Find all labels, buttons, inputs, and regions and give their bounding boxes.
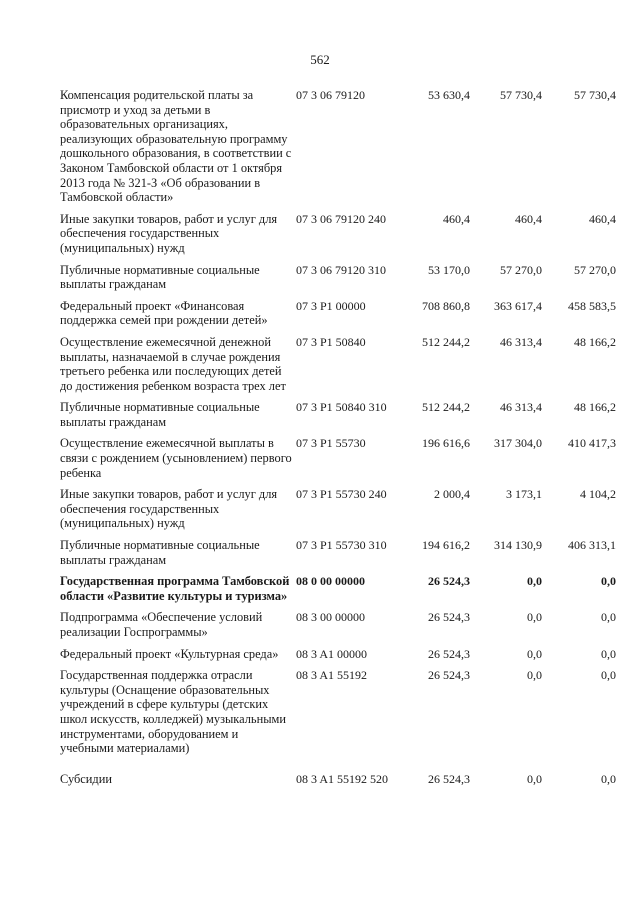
row-value-year2: 0,0 [527,574,542,589]
row-value-year2: 317 304,0 [494,436,542,451]
row-name: Федеральный проект «Финансовая поддержка семей при рождении детей» [60,298,268,328]
row-value-year3: 57 730,4 [574,88,616,102]
row-value-year3: 0,0 [601,668,616,683]
budget-table [60,88,620,790]
row-value-year3: 410 417,3 [568,436,616,451]
row-name: Подпрограмма «Обеспечение условий реализации Госпрограммы» [60,610,263,639]
table-row [60,400,620,429]
row-code: 07 3 P1 50840 310 [296,400,387,415]
row-value-year3: 406 313,1 [568,538,616,553]
row-value-year2: 57 730,4 [500,88,542,102]
row-value-year2: 3 173,1 [506,487,542,502]
row-value-year2: 460,4 [515,211,542,226]
row-code: 07 3 06 79120 240 [296,211,386,226]
row-code: 08 3 A1 55192 [296,668,368,683]
row-name: Публичные нормативные социальные выплаты гражданам [60,262,260,292]
row-value-year2: 0,0 [527,668,542,683]
table-row [60,88,620,205]
row-value-year3: 48 166,2 [574,334,616,349]
row-value-year3: 0,0 [601,771,616,786]
table-row [60,574,620,603]
row-code: 07 3 P1 55730 [296,436,366,451]
row-value-year2: 0,0 [527,646,542,661]
row-code: 08 3 00 00000 [296,610,365,625]
table-row [60,263,620,292]
row-value-year1: 26 524,3 [428,668,470,683]
table-row [60,610,620,639]
row-name: Публичные нормативные социальные выплаты гражданам [60,538,260,567]
row-value-year1: 512 244,2 [422,400,470,415]
row-code: 07 3 P1 00000 [296,298,366,313]
row-name: Государственная программа Тамбовской области «Развитие культуры и туризма» [60,574,290,603]
table-row [60,299,620,328]
row-value-year2: 57 270,0 [500,262,542,277]
row-name: Осуществление ежемесячной денежной выплаты, назначаемой в случае рождения третьего ребенка или последующих детей до достижения ребенком возраста трех лет [60,334,286,393]
row-name: Субсидии [60,771,112,786]
row-value-year3: 4 104,2 [580,487,616,502]
row-value-year2: 46 313,4 [500,334,542,349]
row-code: 07 3 06 79120 310 [296,262,386,277]
row-value-year1: 53 630,4 [428,88,470,102]
row-value-year3: 48 166,2 [574,400,616,415]
table-row [60,335,620,393]
row-value-year2: 0,0 [527,771,542,786]
row-value-year2: 314 130,9 [494,538,542,553]
row-name: Компенсация родительской платы за присмотр и уход за детьми в образовательных организациях, реализующих образовательную программу дошкольного образования, в соответствии с Законом Тамбовской области от 1 октября 2013 года № 321-З «Об образовании в Тамбовской области» [60,88,292,205]
row-value-year1: 2 000,4 [434,487,470,502]
row-name: Иные закупки товаров, работ и услуг для обеспечения государственных (муниципальных) нужд [60,211,278,255]
table-row [60,436,620,480]
row-value-year1: 26 524,3 [428,646,470,661]
row-value-year1: 194 616,2 [422,538,470,553]
table-row [60,668,620,756]
row-code: 07 3 P1 50840 [296,334,366,349]
row-code: 08 3 A1 00000 [296,646,368,661]
row-value-year2: 46 313,4 [500,400,542,415]
table-row [60,487,620,531]
row-value-year1: 26 524,3 [428,610,470,625]
row-name: Федеральный проект «Культурная среда» [60,646,279,661]
row-value-year3: 0,0 [601,574,616,589]
row-name: Публичные нормативные социальные выплаты гражданам [60,400,260,429]
table-row [60,772,620,787]
row-code: 08 3 A1 55192 520 [296,771,389,786]
row-value-year1: 26 524,3 [428,771,470,786]
row-value-year3: 458 583,5 [568,298,616,313]
row-code: 07 3 06 79120 [296,88,365,102]
row-value-year1: 196 616,6 [422,436,470,451]
row-name: Государственная поддержка отрасли культуры (Оснащение образовательных учреждений в сфере культуры (детских школ искусств, колледжей) музыкальными инструментами, оборудованием и учебными материалами) [60,668,287,756]
row-value-year3: 0,0 [601,610,616,625]
table-row [60,212,620,256]
table-row [60,647,620,662]
row-code: 08 0 00 00000 [296,574,365,589]
row-value-year1: 53 170,0 [428,262,470,277]
page-number: 562 [310,52,330,67]
row-value-year1: 512 244,2 [422,334,470,349]
row-name: Осуществление ежемесячной выплаты в связи с рождением (усыновлением) первого ребенка [60,436,292,480]
row-code: 07 3 P1 55730 240 [296,487,387,502]
table-row [60,538,620,567]
row-value-year3: 57 270,0 [574,262,616,277]
row-value-year3: 460,4 [589,211,616,226]
row-value-year2: 0,0 [527,610,542,625]
row-code: 07 3 P1 55730 310 [296,538,387,553]
row-value-year1: 708 860,8 [422,298,470,313]
row-value-year3: 0,0 [601,646,616,661]
row-value-year2: 363 617,4 [494,298,542,313]
row-value-year1: 460,4 [443,211,470,226]
row-value-year1: 26 524,3 [428,574,470,589]
row-name: Иные закупки товаров, работ и услуг для обеспечения государственных (муниципальных) нужд [60,487,278,531]
